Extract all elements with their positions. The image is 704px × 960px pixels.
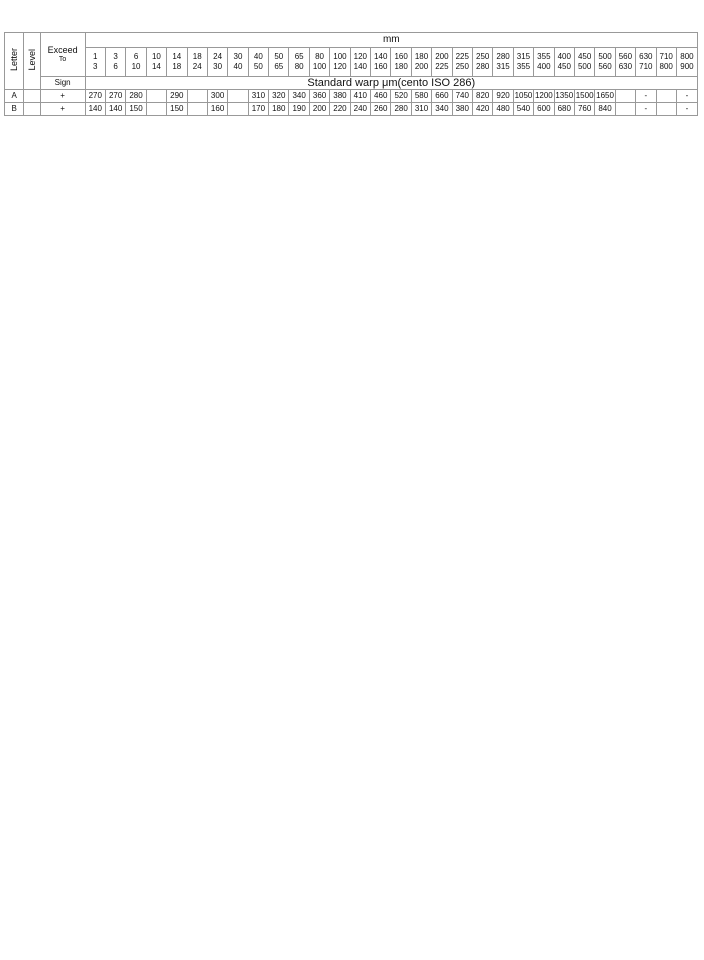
to-value: 18 — [172, 62, 182, 71]
tolerance-value: 420 — [472, 103, 492, 116]
size-range-header — [350, 48, 370, 77]
to-value: 630 — [618, 62, 633, 71]
exceed-value: 24 — [213, 52, 223, 61]
tolerance-value: 180 — [269, 103, 289, 116]
exceed-label: Exceed — [47, 44, 78, 55]
tolerance-value: 150 — [167, 103, 187, 116]
tolerance-value: 600 — [534, 103, 554, 116]
tolerance-value: 280 — [126, 90, 146, 103]
tolerance-value: 300 — [207, 90, 227, 103]
to-value: 140 — [353, 62, 368, 71]
unit-label: mm — [85, 33, 697, 48]
size-range-header — [656, 48, 676, 77]
exceed-value: 560 — [618, 52, 633, 61]
exceed-value: 50 — [274, 52, 284, 61]
row-sign: + — [40, 90, 85, 103]
tolerance-value: 290 — [167, 90, 187, 103]
to-value: 6 — [113, 62, 118, 71]
level-label: Level — [27, 48, 38, 71]
tolerance-value: 280 — [391, 103, 411, 116]
to-value: 710 — [639, 62, 653, 71]
tolerance-value — [187, 90, 207, 103]
tolerance-table — [4, 32, 698, 116]
size-range-header — [554, 48, 574, 77]
tolerance-value: 680 — [554, 103, 574, 116]
size-range-header — [146, 48, 166, 77]
tolerance-value: 840 — [595, 103, 615, 116]
tolerance-value: 920 — [493, 90, 513, 103]
to-value: 900 — [680, 62, 694, 71]
exceed-value: 3 — [113, 52, 118, 61]
size-range-header — [432, 48, 452, 77]
size-range-header — [330, 48, 350, 77]
exceed-value: 100 — [333, 52, 347, 61]
to-value: 50 — [253, 62, 263, 71]
tolerance-value — [146, 103, 166, 116]
tolerance-value: 170 — [248, 103, 268, 116]
tolerance-value: 160 — [207, 103, 227, 116]
tolerance-value: 240 — [350, 103, 370, 116]
tolerance-value: 260 — [371, 103, 391, 116]
tolerance-value: 460 — [371, 90, 391, 103]
tolerance-value: 140 — [105, 103, 125, 116]
tolerance-value: 200 — [309, 103, 329, 116]
size-range-header — [411, 48, 431, 77]
size-range-header — [85, 48, 105, 77]
tolerance-value — [656, 103, 676, 116]
exceed-value: 800 — [680, 52, 694, 61]
row-sign: + — [40, 103, 85, 116]
exceed-value: 200 — [435, 52, 449, 61]
size-range-header — [167, 48, 187, 77]
tolerance-value: 1050 — [513, 90, 533, 103]
tolerance-value: 1500 — [574, 90, 594, 103]
tolerance-value: 360 — [309, 90, 329, 103]
tolerance-value: 340 — [432, 103, 452, 116]
tolerance-value: 660 — [432, 90, 452, 103]
exceed-value: 6 — [133, 52, 139, 61]
table-row — [5, 90, 698, 103]
exceed-value: 120 — [353, 52, 368, 61]
exceed-value: 180 — [414, 52, 429, 61]
size-range-header — [493, 48, 513, 77]
to-value: 400 — [537, 62, 551, 71]
to-label: To — [58, 55, 67, 63]
tolerance-value: - — [636, 103, 656, 116]
size-range-header — [676, 48, 697, 77]
to-value: 10 — [131, 62, 141, 71]
tolerance-value: 270 — [85, 90, 105, 103]
tolerance-value — [656, 90, 676, 103]
tolerance-value: 740 — [452, 90, 472, 103]
exceed-value: 630 — [639, 52, 653, 61]
tolerance-value: 1350 — [554, 90, 574, 103]
size-range-header — [615, 48, 635, 77]
to-value: 250 — [455, 62, 469, 71]
tolerance-value: 340 — [289, 90, 309, 103]
sign-label: Sign — [40, 77, 85, 90]
size-range-header — [534, 48, 554, 77]
to-value: 40 — [233, 62, 243, 71]
tolerance-value: 380 — [452, 103, 472, 116]
size-range-header — [472, 48, 492, 77]
row-level — [24, 90, 40, 103]
exceed-value: 710 — [659, 52, 673, 61]
exceed-value: 225 — [455, 52, 469, 61]
tolerance-value: 540 — [513, 103, 533, 116]
size-range-header — [391, 48, 411, 77]
tolerance-value — [615, 103, 635, 116]
tolerance-value: 270 — [105, 90, 125, 103]
tolerance-value — [146, 90, 166, 103]
exceed-value: 65 — [294, 52, 304, 61]
size-range-header — [228, 48, 248, 77]
to-value: 120 — [333, 62, 347, 71]
row-letter: B — [5, 103, 24, 116]
tolerance-value: 760 — [574, 103, 594, 116]
size-range-header — [371, 48, 391, 77]
exceed-value: 250 — [476, 52, 490, 61]
exceed-value: 30 — [233, 52, 243, 61]
size-range-header — [595, 48, 615, 77]
to-value: 315 — [496, 62, 510, 71]
size-range-header — [248, 48, 268, 77]
to-value: 355 — [516, 62, 531, 71]
exceed-value: 10 — [151, 52, 161, 61]
tolerance-value: 480 — [493, 103, 513, 116]
to-value: 180 — [394, 62, 408, 71]
tolerance-value: 190 — [289, 103, 309, 116]
header-exceed-to — [40, 33, 85, 77]
tolerance-value: 1650 — [595, 90, 615, 103]
exceed-value: 80 — [315, 52, 324, 61]
tolerance-value: - — [676, 90, 697, 103]
to-value: 160 — [374, 62, 388, 71]
to-value: 14 — [151, 62, 161, 71]
tolerance-value — [187, 103, 207, 116]
exceed-value: 400 — [557, 52, 571, 61]
exceed-value: 140 — [374, 52, 388, 61]
tolerance-value: 150 — [126, 103, 146, 116]
tolerance-value: 320 — [269, 90, 289, 103]
exceed-value: 160 — [394, 52, 408, 61]
size-range-header — [309, 48, 329, 77]
to-value: 24 — [192, 62, 202, 71]
tolerance-value: 310 — [411, 103, 431, 116]
tolerance-value — [228, 103, 248, 116]
header-letter — [5, 33, 24, 90]
tolerance-value: 410 — [350, 90, 370, 103]
size-range-header — [105, 48, 125, 77]
tolerance-value: - — [676, 103, 697, 116]
exceed-value: 14 — [172, 52, 182, 61]
letter-label: Letter — [9, 47, 20, 71]
to-value: 80 — [294, 62, 304, 71]
to-value: 30 — [213, 62, 223, 71]
to-value: 560 — [598, 62, 612, 71]
tolerance-value: 580 — [411, 90, 431, 103]
to-value: 800 — [659, 62, 673, 71]
size-range-header — [207, 48, 227, 77]
to-value: 225 — [435, 62, 449, 71]
size-range-header — [269, 48, 289, 77]
size-range-header — [452, 48, 472, 77]
tolerance-value: 520 — [391, 90, 411, 103]
exceed-value: 450 — [577, 52, 592, 61]
header-level — [24, 33, 40, 90]
to-value: 280 — [476, 62, 490, 71]
table-row — [5, 103, 698, 116]
to-value: 100 — [312, 62, 327, 71]
size-range-header — [513, 48, 533, 77]
exceed-value: 280 — [496, 52, 510, 61]
exceed-value: 1 — [93, 52, 98, 61]
to-value: 65 — [274, 62, 284, 71]
row-level — [24, 103, 40, 116]
to-value: 200 — [414, 62, 429, 71]
standard-warp-label: Standard warp μm(cento ISO 286) — [85, 77, 697, 90]
size-range-header — [289, 48, 309, 77]
size-range-header — [187, 48, 207, 77]
row-letter: A — [5, 90, 24, 103]
tolerance-value: 220 — [330, 103, 350, 116]
to-value: 3 — [93, 62, 98, 71]
to-value: 500 — [577, 62, 592, 71]
exceed-value: 315 — [516, 52, 531, 61]
exceed-value: 355 — [537, 52, 551, 61]
size-range-header — [636, 48, 656, 77]
size-range-header — [126, 48, 146, 77]
size-range-header — [574, 48, 594, 77]
tolerance-value: - — [636, 90, 656, 103]
exceed-value: 18 — [192, 52, 202, 61]
tolerance-value: 310 — [248, 90, 268, 103]
tolerance-value: 1200 — [534, 90, 554, 103]
tolerance-value — [228, 90, 248, 103]
tolerance-value: 820 — [472, 90, 492, 103]
tolerance-value — [615, 90, 635, 103]
tolerance-value: 140 — [85, 103, 105, 116]
tolerance-value: 380 — [330, 90, 350, 103]
exceed-value: 40 — [253, 52, 263, 61]
to-value: 450 — [557, 62, 571, 71]
exceed-value: 500 — [598, 52, 612, 61]
